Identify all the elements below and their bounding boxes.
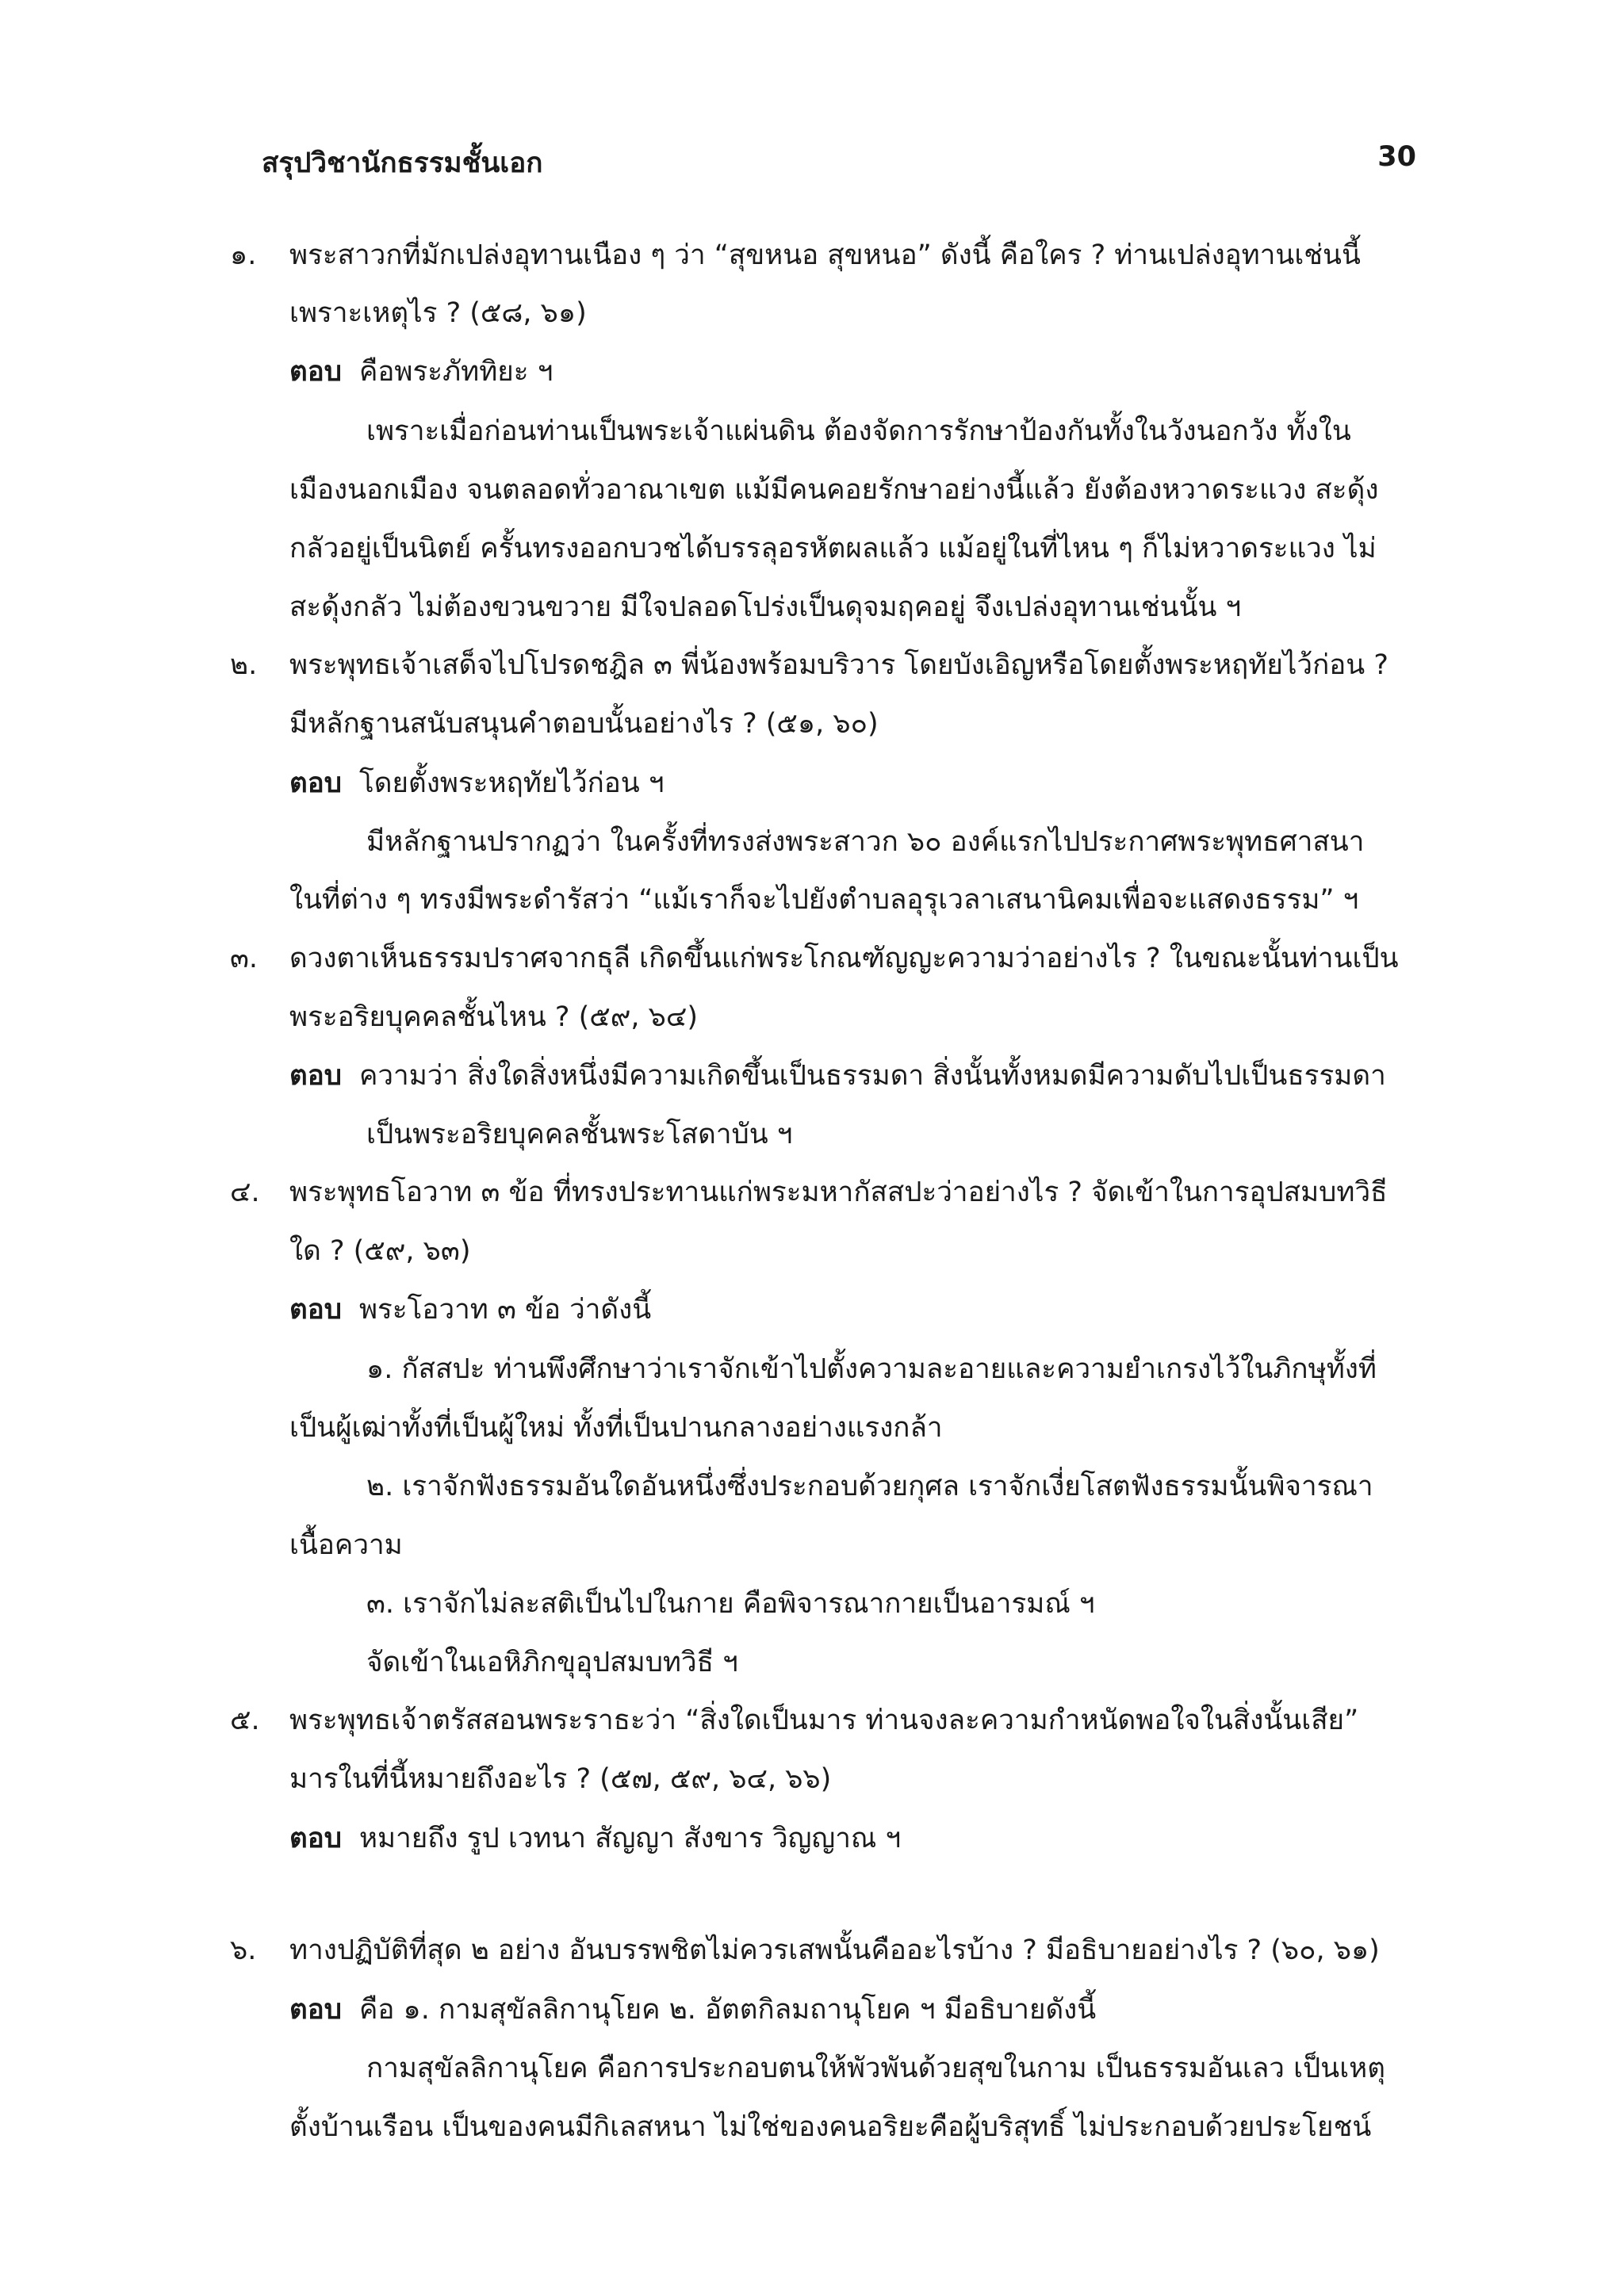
paragraph-text: สะดุ้งกลัว ไม่ต้องขวนขวาย มีใจปลอดโปร่งเป็นดุจมฤคอยู่ จึงเปล่งอุทานเช่นนั้น ฯ: [289, 591, 1242, 623]
question-text: มีหลักฐานสนับสนุนคำตอบนั้นอย่างไร ? (๕๑, ๖๐): [289, 708, 879, 740]
answer-line: [289, 1058, 1386, 1093]
answer-line: [289, 1292, 651, 1327]
question-text: ใด ? (๕๙, ๖๓): [289, 1235, 471, 1267]
question-text: พระพุทธเจ้าตรัสสอนพระราธะว่า “สิ่งใดเป็นมาร ท่านจงละความกำหนัดพอใจในสิ่งนั้นเสีย”: [289, 1705, 1359, 1736]
list-item: ๓. เราจักไม่ละสติเป็นไปในกาย คือพิจารณากายเป็นอารมณ์ ฯ: [366, 1588, 1095, 1620]
answer-text: โดยตั้งพระหฤทัยไว้ก่อน ฯ: [358, 767, 665, 799]
question-text: พระพุทธโอวาท ๓ ข้อ ที่ทรงประทานแก่พระมหากัสสปะว่าอย่างไร ? จัดเข้าในการอุปสมบทวิธี: [289, 1177, 1388, 1208]
answer-text: คือพระภัททิยะ ฯ: [358, 356, 553, 388]
question-number: ๖.: [230, 1934, 257, 1966]
answer-text: คือ ๑. กามสุขัลลิกานุโยค ๒. อัตตกิลมถานุโยค ฯ มีอธิบายดังนี้: [358, 1994, 1097, 2026]
paragraph-text: เมืองนอกเมือง จนตลอดทั่วอาณาเขต แม้มีคนคอยรักษาอย่างนี้แล้ว ยังต้องหวาดระแวง สะดุ้ง: [289, 474, 1379, 506]
answer-label: ตอบ: [289, 1294, 342, 1326]
answer-text: หมายถึง รูป เวทนา สัญญา สังขาร วิญญาณ ฯ: [358, 1823, 902, 1854]
question-text: ดวงตาเห็นธรรมปราศจากธุลี เกิดขึ้นแก่พระโกณฑัญญะความว่าอย่างไร ? ในขณะนั้นท่านเป็น: [289, 943, 1399, 974]
paragraph-text: กามสุขัลลิกานุโยค คือการประกอบตนให้พัวพันด้วยสุขในกาม เป็นธรรมอันเลว เป็นเหตุ: [366, 2053, 1385, 2084]
question-number: ๓.: [230, 943, 259, 974]
answer-text: เป็นพระอริยบุคคลชั้นพระโสดาบัน ฯ: [366, 1119, 793, 1150]
question-text: ทางปฏิบัติที่สุด ๒ อย่าง อันบรรพชิตไม่ควรเสพนั้นคืออะไรบ้าง ? มีอธิบายอย่างไร ? (๖๐, ๖๑): [289, 1934, 1380, 1966]
paragraph-text: จัดเข้าในเอหิภิกขุอุปสมบทวิธี ฯ: [366, 1647, 738, 1678]
answer-text: ความว่า สิ่งใดสิ่งหนึ่งมีความเกิดขึ้นเป็นธรรมดา สิ่งนั้นทั้งหมดมีความดับไปเป็นธรรมดา: [358, 1060, 1386, 1092]
question-text: พระอริยบุคคลชั้นไหน ? (๕๙, ๖๔): [289, 1001, 698, 1033]
answer-text: พระโอวาท ๓ ข้อ ว่าดังนี้: [358, 1294, 652, 1326]
question-number: ๑.: [230, 239, 257, 271]
question-text: พระสาวกที่มักเปล่งอุทานเนือง ๆ ว่า “สุขหนอ สุขหนอ” ดังนี้ คือใคร ? ท่านเปล่งอุทานเช่นนี้: [289, 239, 1361, 271]
answer-label: ตอบ: [289, 1060, 342, 1092]
page-number: 30: [1377, 141, 1416, 173]
answer-label: ตอบ: [289, 767, 342, 799]
question-text: มารในที่นี้หมายถึงอะไร ? (๕๗, ๕๙, ๖๔, ๖๖): [289, 1763, 832, 1795]
page-title: สรุปวิชานักธรรมชั้นเอก: [262, 147, 543, 179]
answer-label: ตอบ: [289, 356, 342, 388]
list-item: ๒. เราจักฟังธรรมอันใดอันหนึ่งซึ่งประกอบด้วยกุศล เราจักเงี่ยโสตฟังธรรมนั้นพิจารณา: [366, 1471, 1373, 1502]
answer-line: [289, 1992, 1096, 2027]
list-item-continuation: เป็นผู้เฒ่าทั้งที่เป็นผู้ใหม่ ทั้งที่เป็นปานกลางอย่างแรงกล้า: [289, 1412, 943, 1444]
paragraph-text: เพราะเมื่อก่อนท่านเป็นพระเจ้าแผ่นดิน ต้องจัดการรักษาป้องกันทั้งในวังนอกวัง ทั้งใน: [366, 415, 1351, 447]
paragraph-text: ในที่ต่าง ๆ ทรงมีพระดำรัสว่า “แม้เราก็จะไปยังตำบลอุรุเวลาเสนานิคมเพื่อจะแสดงธรรม” ฯ: [289, 884, 1359, 916]
question-number: ๔.: [230, 1177, 260, 1208]
answer-line: [289, 354, 553, 389]
answer-label: ตอบ: [289, 1823, 342, 1854]
paragraph-text: มีหลักฐานปรากฏว่า ในครั้งที่ทรงส่งพระสาวก ๖๐ องค์แรกไปประกาศพระพุทธศาสนา: [366, 826, 1365, 858]
list-item: ๑. กัสสปะ ท่านพึงศึกษาว่าเราจักเข้าไปตั้งความละอายและความยำเกรงไว้ในภิกษุทั้งที่: [366, 1353, 1377, 1385]
answer-line: [289, 766, 665, 801]
paragraph-text: กลัวอยู่เป็นนิตย์ ครั้นทรงออกบวชได้บรรลุอรหัตผลแล้ว แม้อยู่ในที่ไหน ๆ ก็ไม่หวาดระแวง ไม่: [289, 533, 1377, 564]
question-text: เพราะเหตุไร ? (๕๘, ๖๑): [289, 297, 587, 329]
answer-line: [289, 1821, 901, 1856]
paragraph-text: ตั้งบ้านเรือน เป็นของคนมีกิเลสหนา ไม่ใช่ของคนอริยะคือผู้บริสุทธิ์ ไม่ประกอบด้วยประโยชน์: [289, 2111, 1372, 2143]
list-item-continuation: เนื้อความ: [289, 1529, 403, 1561]
answer-label: ตอบ: [289, 1994, 342, 2026]
question-number: ๒.: [230, 649, 258, 681]
question-text: พระพุทธเจ้าเสด็จไปโปรดชฎิล ๓ พี่น้องพร้อมบริวาร โดยบังเอิญหรือโดยตั้งพระหฤทัยไว้ก่อน ?: [289, 649, 1388, 681]
question-number: ๕.: [230, 1705, 260, 1736]
